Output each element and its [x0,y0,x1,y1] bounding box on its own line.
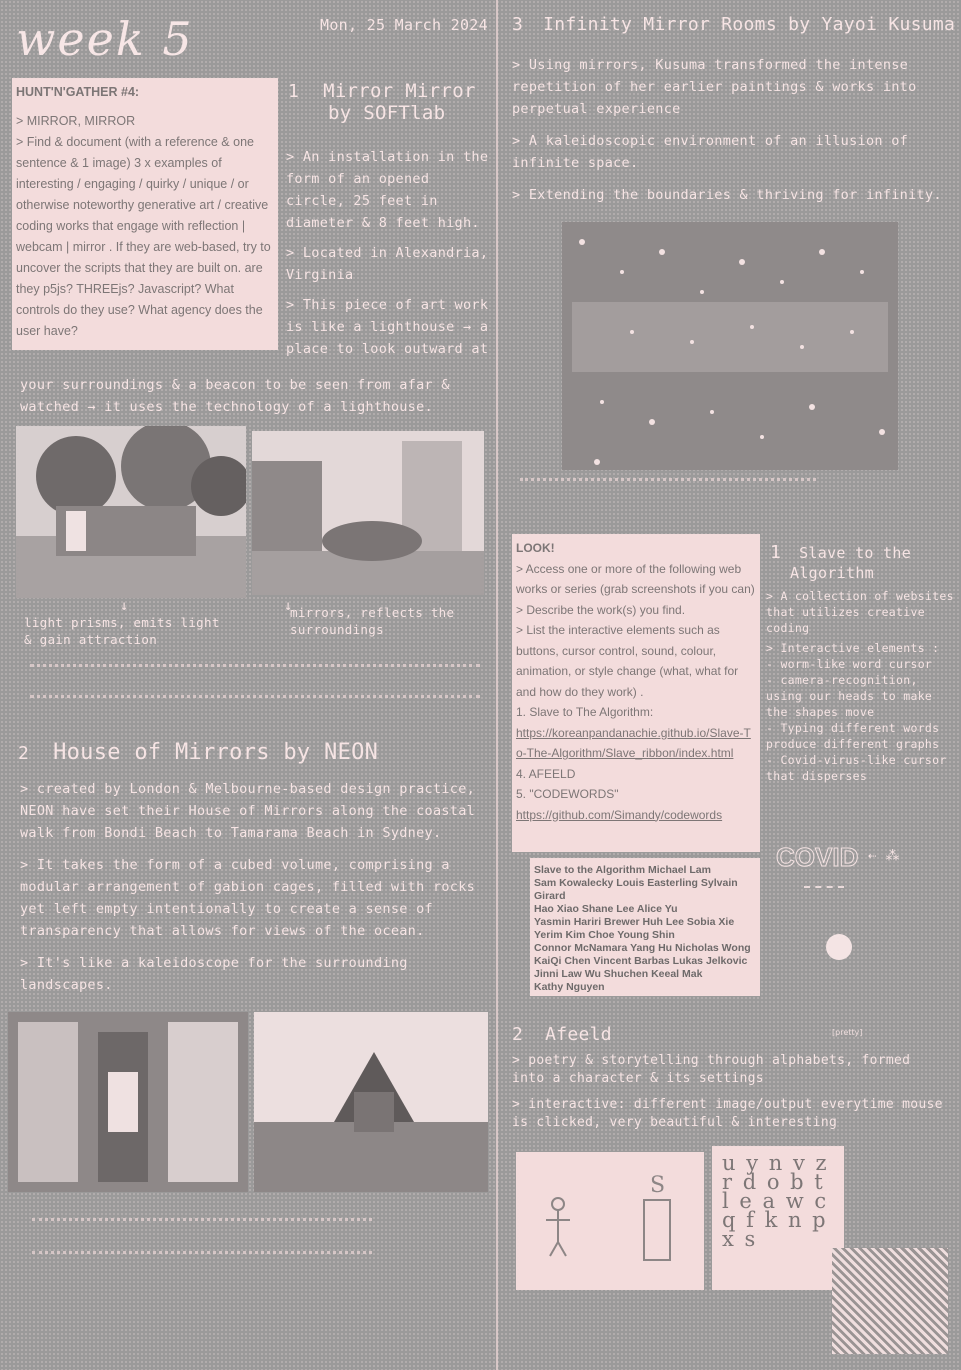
afeeld-number: 2 [512,1024,524,1045]
look-box [512,534,760,852]
afeeld-bullets [512,1052,950,1132]
section1-title-line2: by SOFTlab [328,102,446,124]
section2-bullet: > It takes the form of a cubed volume, comprising a modular arrangement of gabion cages, filled with rocks yet left empty intentionally to create a sense of transparency that allows for views of the ocean. [20,857,476,939]
credits-line: Slave to the Algorithm Michael Lam [534,864,711,876]
slave-bullet: > A collection of websites that utilizes creative coding [766,589,954,635]
source-link-kusama[interactable] [520,478,816,491]
slave-bullet: - Typing different words produce different graphs [766,721,940,751]
credits-line: Kathy Nguyen [534,981,605,993]
slave-bullets [766,588,954,784]
neon-photo-right [254,1012,488,1192]
glitch-thumbnail [832,1248,948,1354]
look-box-line: > Describe the work(s) you find. [516,602,686,617]
caption-left: light prisms, emits light & gain attraction [24,615,220,647]
slave-title-line1: Slave to the [799,544,912,562]
codewords-link[interactable]: https://github.com/Simandy/codewords [516,807,723,822]
slave-algorithm-link[interactable]: https://koreanpandanachie.github.io/Slave-To-The-Algorithm/Slave_ribbon/index.html [516,725,751,760]
look-box-line: > Access one or more of the following web works or series (grab screenshots if you can) [516,561,755,596]
afeeld-bullet: > poetry & storytelling through alphabets, formed into a character & its settings [512,1053,911,1086]
credits-box [530,858,760,996]
afeeld-letters: u y n v z r d o b t l e a w c q f k n p x s [722,1151,827,1251]
section1-bullet: > This piece of art work is like a lighthouse → a place to look outward at [286,297,489,357]
section2-heading [18,740,378,765]
slave-number: 1 [770,542,782,563]
source-link-softlab[interactable] [30,664,480,698]
covid-text-art: COVID [776,842,859,872]
caption-right: mirrors, reflects the surroundings [290,605,455,637]
section1-bullet: > An installation in the form of an opened circle, 25 feet in diameter & 8 feet high. [286,149,489,231]
section2-bullets [20,778,486,996]
credits-line: Hao Xiao Shane Lee Alice Yu [534,903,678,915]
afeeld-heading [512,1024,612,1045]
slave-bullet: > Interactive elements : [766,641,940,655]
page-divider [496,0,498,1370]
small-caption: [pretty] [832,1028,863,1037]
section3-bullet: > Using mirrors, Kusuma transformed the intense repetition of her earlier paintings & works into perpetual experience [512,57,917,117]
svg-text:S: S [650,1173,666,1198]
arrow-down-icon: ↓ [284,598,293,614]
source-link-neon[interactable] [32,1218,372,1254]
section3-bullets [512,54,952,206]
credits-line: Sam Kowalecky Louis Easterling Sylvain Girard [534,877,738,902]
section1-continuation: your surroundings & a beacon to be seen from afar & watched → it uses the technology of a lighthouse. [20,377,450,415]
neon-photo-left [8,1012,248,1192]
afeeld-screenshot-1 [516,1152,704,1290]
slave-title-line2: Algorithm [790,564,874,582]
cursor-blob-icon [826,934,852,960]
slave-bullet: - worm-like word cursor [766,657,933,671]
hunt-box-line: > Find & document (with a reference & one sentence & 1 image) 3 x examples of interesting / engaging / quirky / unique / or otherwise noteworthy generative art / creative coding works that engage with reflection | webcam | mirror . If they are web-based, try to uncover the scripts that they are built on. are they p5js? THREEjs? Javascript? What controls do they use? What agency does the user have? [16,135,271,338]
softlab-photo-right [252,431,484,595]
section3-number: 3 [512,14,524,35]
look-box-line: 1. Slave to The Algorithm: [516,705,654,719]
look-box-line: > List the interactive elements such as buttons, cursor control, sound, colour, animation, or style change (what, what for and how do they work) . [516,623,739,699]
credits-line: Yasmin Hariri Brewer Huh Lee Sobia Xie [534,916,735,928]
section3-bullet: > A kaleidoscopic environment of an illusion of infinite space. [512,133,909,171]
credits-line: Yerim Kim Choe Young Shin [534,929,675,941]
section3-title: Infinity Mirror Rooms by Yayoi Kusuma [543,14,956,35]
section1-title-line1: Mirror Mirror [323,80,476,102]
section2-bullet: > created by London & Melbourne-based design practice, NEON have set their House of Mirrors along the coastal walk from Bondi Beach to Tamarama Beach in Sydney. [20,781,476,841]
afeeld-title: Afeeld [545,1024,612,1045]
hunt-box-line: > MIRROR, MIRROR [16,114,136,128]
divider [804,886,844,888]
date-label: Mon, 25 March 2024 [320,16,488,34]
softlab-photo-left [16,426,246,598]
section1-heading [288,80,488,124]
slave-bullet: - Covid-virus-like cursor that disperses [766,753,947,783]
hunt-gather-box [12,78,278,350]
section2-bullet: > It's like a kaleidoscope for the surrounding landscapes. [20,955,408,993]
slave-heading [770,542,950,582]
section2-title: House of Mirrors by NEON [53,740,379,765]
slave-bullet: - camera-recognition, using our heads to make the shapes move [766,673,933,719]
credits-line: Jinni Law Wu Shuchen Keeal Mak [534,968,703,980]
look-box-line: 5. "CODEWORDS" [516,787,619,801]
section3-heading [512,14,955,35]
afeeld-screenshot-2 [712,1146,844,1290]
arrow-down-icon: ↓ [120,598,129,614]
section1-number: 1 [288,81,300,102]
hunt-box-heading: HUNT'N'GATHER #4: [16,85,140,99]
credits-line: KaiQi Chen Vincent Barbas Lukas Jelkovic [534,955,748,967]
credits-line: Connor McNamara Yang Hu Nicholas Wong [534,942,751,954]
page-title: week 5 [16,12,194,66]
look-box-line: 4. AFEELD [516,766,576,781]
arrow-icon: ⇠ ⁂ [868,848,900,864]
afeeld-bullet: > interactive: different image/output everytime mouse is clicked, very beautiful & interesting [512,1097,943,1130]
section3-bullet: > Extending the boundaries & thriving for infinity. [512,187,942,203]
section1-bullets [286,146,492,360]
look-box-heading: LOOK! [516,541,555,555]
kusama-photo [562,222,898,470]
section1-bullet: > Located in Alexandria, Virginia [286,245,489,283]
section2-number: 2 [18,743,30,764]
